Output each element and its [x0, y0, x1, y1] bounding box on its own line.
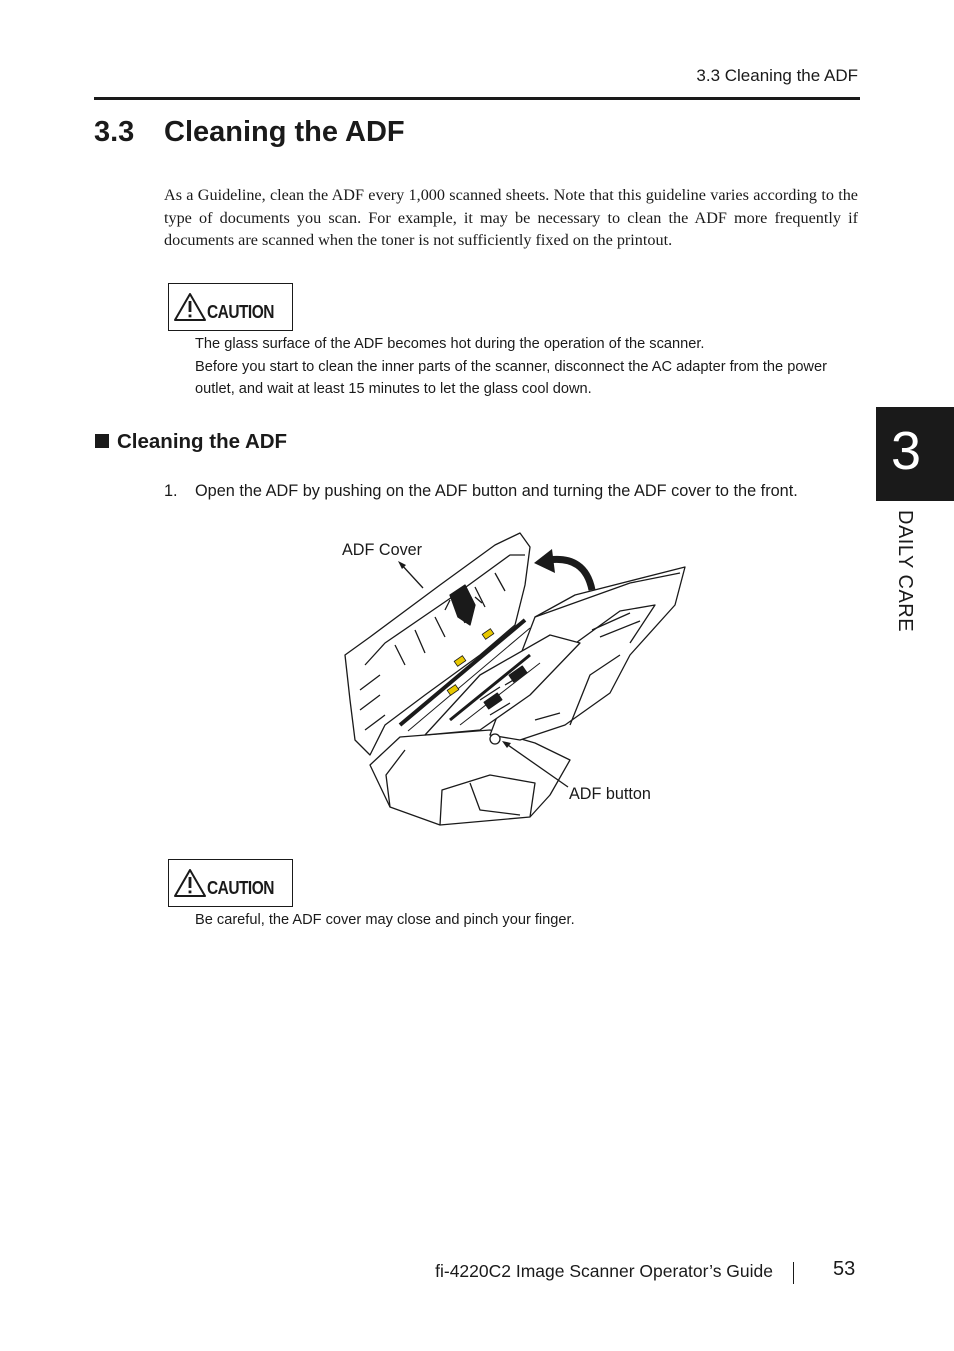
chapter-side-label: DAILY CARE	[894, 510, 916, 633]
open-direction-arrow	[548, 559, 592, 590]
step-item	[164, 482, 798, 501]
caution-line: The glass surface of the ADF becomes hot during the operation of the scanner.	[195, 336, 705, 352]
footer-separator	[793, 1262, 794, 1284]
running-head: 3.3 Cleaning the ADF	[696, 66, 858, 85]
adf-button-label: ADF button	[569, 785, 651, 803]
intro-paragraph: As a Guideline, clean the ADF every 1,000 scanned sheets. Note that this guideline varies according to the type of documents you scan. For example, it may be necessary to clean the ADF more frequently if documents are scanned when the toner is not sufficiently fixed on the printout.	[164, 186, 858, 249]
warning-triangle-icon	[173, 868, 207, 898]
caution-label: CAUTION	[207, 878, 274, 898]
caution-box	[168, 859, 293, 907]
chapter-tab	[876, 407, 954, 501]
header-rule	[94, 97, 860, 100]
caution-label: CAUTION	[207, 302, 274, 322]
warning-triangle-icon	[173, 292, 207, 322]
caution-text	[195, 333, 855, 401]
step-text: Open the ADF by pushing on the ADF button and turning the ADF cover to the front.	[195, 482, 798, 500]
page-number: 53	[833, 1258, 856, 1280]
section-number: 3.3	[94, 116, 135, 148]
footer-guide-title: fi-4220C2 Image Scanner Operator’s Guide	[435, 1261, 773, 1281]
section-title-text: Cleaning the ADF	[164, 116, 405, 148]
caution-text: Be careful, the ADF cover may close and pinch your finger.	[195, 912, 575, 928]
black-square-bullet-icon	[95, 434, 109, 448]
caution-line: Before you start to clean the inner parts of the scanner, disconnect the AC adapter from the power outlet, and wait at least 15 minutes to let the glass cool down.	[195, 358, 827, 398]
scanner-figure	[330, 525, 690, 835]
step-number: 1.	[164, 482, 178, 500]
subsection-title: Cleaning the ADF	[117, 430, 288, 453]
chapter-number: 3	[890, 421, 922, 481]
subsection-heading	[95, 430, 287, 454]
caution-box	[168, 283, 293, 331]
adf-cover-label: ADF Cover	[342, 541, 423, 559]
section-title	[94, 116, 405, 149]
